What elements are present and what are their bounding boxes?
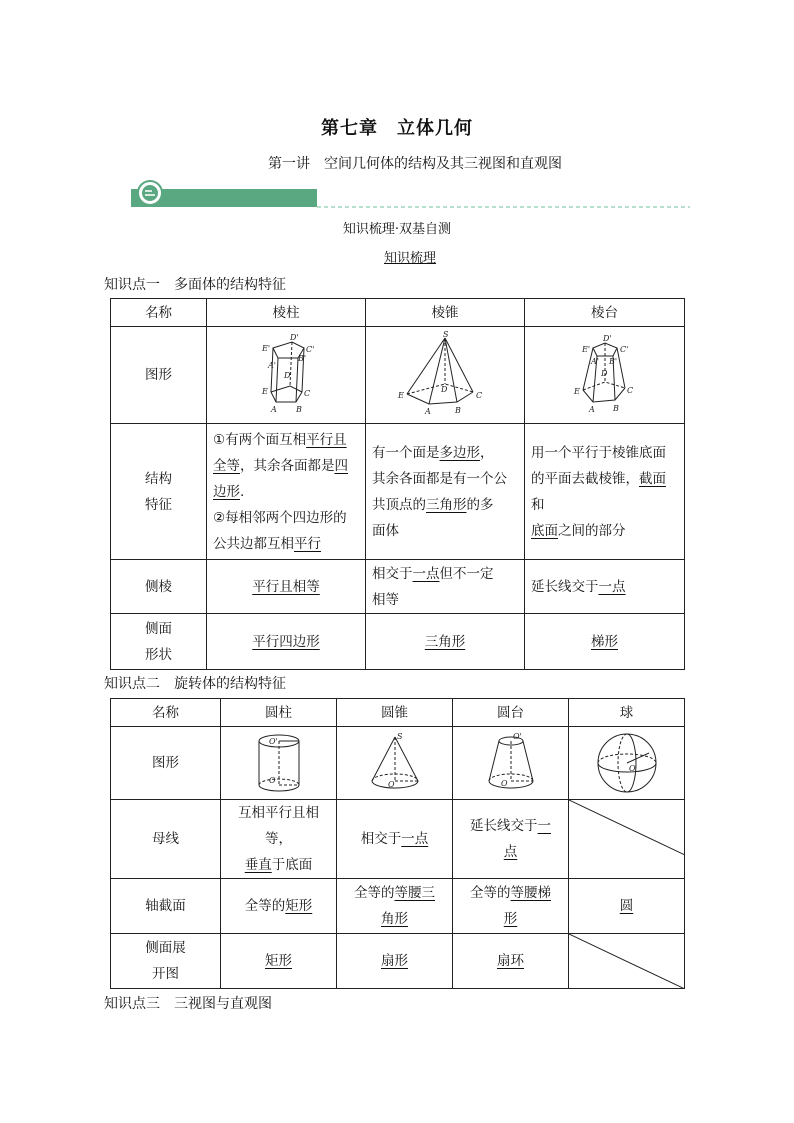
vertex-label: E xyxy=(398,391,404,400)
text: 相交于 xyxy=(372,565,413,582)
table-header-cell: 棱锥 xyxy=(366,299,525,327)
table-header-cell: 圆台 xyxy=(453,699,569,727)
cylinder-axial-cell xyxy=(221,879,337,934)
vertex-label: D' xyxy=(290,333,299,342)
text: ，其余各面都是 xyxy=(240,457,335,474)
table-row xyxy=(111,934,685,989)
row-label-line: 形状 xyxy=(145,646,172,663)
answer-blank: 点 xyxy=(503,844,518,860)
row-label-line: 特征 xyxy=(145,496,172,513)
table-row xyxy=(111,424,685,560)
vertex-label: O xyxy=(268,776,276,785)
answer-blank: 矩形 xyxy=(285,898,313,914)
vertex-label: D xyxy=(600,369,607,378)
table-row xyxy=(111,727,685,800)
answer-blank: 垂直 xyxy=(244,857,272,873)
text: 相等 xyxy=(372,591,399,608)
table-header-cell: 棱柱 xyxy=(207,299,366,327)
section-banner xyxy=(130,179,690,211)
table-header-row xyxy=(111,699,685,727)
vertex-label: C xyxy=(304,389,311,398)
vertex-label: S xyxy=(396,732,402,741)
text: 之间的部分 xyxy=(558,522,626,539)
pyramid-figure-cell xyxy=(366,327,525,424)
answer-blank: 矩形 xyxy=(265,953,292,969)
text: 全等的 xyxy=(470,885,511,901)
revolution-table xyxy=(110,698,685,989)
sphere-figure-cell xyxy=(569,727,685,800)
text: 有一个面是 xyxy=(372,444,440,461)
sphere-axial-cell xyxy=(569,879,685,934)
vertex-label: A xyxy=(588,405,595,414)
frustum-edge-cell xyxy=(525,560,685,614)
vertex-label: E xyxy=(573,387,580,396)
table-header-row xyxy=(111,299,685,327)
text: 和 xyxy=(531,496,545,513)
vertex-label: A' xyxy=(268,361,276,370)
cone-figure-cell xyxy=(337,727,453,800)
text: 的多 xyxy=(466,496,494,513)
row-label-figure: 图形 xyxy=(111,727,221,800)
text: 共顶点的 xyxy=(372,496,426,513)
vertex-label: B xyxy=(455,406,461,415)
prism-figure-cell xyxy=(207,327,366,424)
table-row xyxy=(111,879,685,934)
table-header-cell: 圆锥 xyxy=(337,699,453,727)
section-3-title: 知识点三 三视图与直观图 xyxy=(104,996,272,1012)
row-label-line: 侧面 xyxy=(145,620,172,637)
frustum-figure xyxy=(545,330,665,420)
answer-blank: 一点 xyxy=(412,565,440,582)
answer-blank: 平行 xyxy=(294,535,321,552)
text: 面体 xyxy=(372,522,399,539)
vertex-label: C xyxy=(626,386,633,395)
answer-blank: 底面 xyxy=(531,522,558,539)
cone-figure xyxy=(355,731,435,795)
answer-blank: 等腰三 xyxy=(394,885,435,901)
answer-blank: 圆 xyxy=(619,898,634,914)
answer-blank: 平行且 xyxy=(306,431,347,448)
row-label-figure: 图形 xyxy=(111,327,207,424)
answer-blank: 一点 xyxy=(598,578,626,595)
text: 互相平行且相等， xyxy=(238,805,319,847)
frustum-axial-cell xyxy=(453,879,569,934)
text: 全等的 xyxy=(244,898,286,914)
vertex-label: O xyxy=(387,780,395,789)
text: 的平面去截棱锥， xyxy=(531,470,639,487)
diagonal-line xyxy=(569,934,685,989)
vertex-label: S xyxy=(443,330,449,339)
table-header-cell: 圆柱 xyxy=(221,699,337,727)
vertex-label: A xyxy=(425,407,431,416)
cylinder-figure xyxy=(239,731,319,795)
vertex-label: B xyxy=(612,404,619,413)
answer-blank: 形 xyxy=(503,911,518,927)
answer-blank: 一 xyxy=(537,818,551,834)
frustum-generatrix-cell xyxy=(453,800,569,879)
vertex-label: B' xyxy=(608,357,617,366)
text: 全等的 xyxy=(354,885,395,901)
vertex-label: O xyxy=(500,779,508,788)
answer-blank: 三角形 xyxy=(426,496,467,513)
cylinder-generatrix-cell xyxy=(221,800,337,879)
answer-blank: 截面 xyxy=(639,470,666,487)
text: ， xyxy=(480,444,494,461)
text: ①有两个面互相 xyxy=(213,431,307,448)
row-label-line: 开图 xyxy=(152,966,179,982)
lecture-title: 第一讲 空间几何体的结构及其三视图和直观图 xyxy=(268,156,562,172)
answer-blank: 四 xyxy=(334,457,348,474)
text: 公共边都互相 xyxy=(213,535,294,552)
vertex-label: E' xyxy=(262,344,271,353)
answer-blank: 扇形 xyxy=(381,953,408,969)
table-header-cell: 球 xyxy=(569,699,685,727)
cone-frustum-figure-cell xyxy=(453,727,569,800)
vertex-label: O' xyxy=(268,737,278,746)
cylinder-figure-cell xyxy=(221,727,337,800)
frustum-structure-cell xyxy=(525,424,685,560)
vertex-label: E xyxy=(262,387,268,396)
answer-blank: 一点 xyxy=(401,831,429,847)
answer-blank: 全等 xyxy=(213,457,240,474)
answer-blank: 多边形 xyxy=(439,444,480,461)
empty-diagonal-cell xyxy=(569,934,685,989)
section-1-title: 知识点一 多面体的结构特征 xyxy=(104,277,286,293)
row-label-line: 侧面展 xyxy=(145,940,186,956)
text: 于底面 xyxy=(271,857,313,873)
vertex-label: D xyxy=(441,385,448,394)
banner-graphic xyxy=(130,179,690,211)
answer-blank: 三角形 xyxy=(424,633,466,650)
prism-structure-cell xyxy=(207,424,366,560)
text: 其余各面都是有一个公 xyxy=(372,470,507,487)
text: 延长线交于 xyxy=(470,818,538,834)
row-label-structure xyxy=(111,424,207,560)
polyhedron-table xyxy=(110,298,685,670)
row-label-unfolding xyxy=(111,934,221,989)
table-row xyxy=(111,560,685,614)
table-row xyxy=(111,800,685,879)
chapter-title: 第七章 立体几何 xyxy=(321,118,473,139)
vertex-label: O xyxy=(628,764,636,773)
sphere-figure xyxy=(587,731,667,795)
frustum-figure-cell xyxy=(525,327,685,424)
pyramid-structure-cell xyxy=(366,424,525,560)
row-label-axial-section: 轴截面 xyxy=(111,879,221,934)
table-header-cell: 棱台 xyxy=(525,299,685,327)
answer-blank: 等腰梯 xyxy=(510,885,551,901)
row-label-face xyxy=(111,614,207,670)
answer-blank: 梯形 xyxy=(591,633,618,650)
vertex-label: A' xyxy=(590,357,599,366)
text: 相交于 xyxy=(360,831,402,847)
answer-blank: 角形 xyxy=(381,911,408,927)
vertex-label: O' xyxy=(512,732,522,741)
text: ②每相邻两个四边形的 xyxy=(213,509,347,526)
diagonal-line xyxy=(569,800,685,855)
vertex-label: C' xyxy=(619,345,628,354)
table-row xyxy=(111,327,685,424)
text: 但不一定 xyxy=(439,565,494,582)
answer-blank: 平行四边形 xyxy=(252,633,320,650)
table-header-cell: 名称 xyxy=(111,299,207,327)
vertex-label: D xyxy=(284,371,291,380)
sub-heading: 知识梳理·双基自测 xyxy=(342,222,452,237)
answer-blank: 平行且相等 xyxy=(252,578,320,595)
pyramid-figure xyxy=(385,330,505,420)
row-label-edge: 侧棱 xyxy=(111,560,207,614)
vertex-label: D' xyxy=(602,334,612,343)
row-label-line: 结构 xyxy=(145,470,172,487)
cone-generatrix-cell xyxy=(337,800,453,879)
prism-figure xyxy=(226,330,346,420)
cone-axial-cell xyxy=(337,879,453,934)
text: 用一个平行于棱锥底面 xyxy=(531,444,666,461)
table-row xyxy=(111,614,685,670)
cone-frustum-figure xyxy=(471,731,551,795)
vertex-label: B xyxy=(296,405,302,414)
vertex-label: B' xyxy=(298,354,307,363)
vertex-label: A xyxy=(271,405,277,414)
vertex-label: C' xyxy=(306,345,315,354)
vertex-label: E' xyxy=(581,345,590,354)
vertex-label: C xyxy=(476,391,483,400)
section-2-title: 知识点二 旋转体的结构特征 xyxy=(104,676,286,692)
empty-diagonal-cell xyxy=(569,800,685,879)
text: 延长线交于 xyxy=(531,578,599,595)
sub-heading-underlined: 知识梳理 xyxy=(383,251,436,266)
answer-blank: 边形 xyxy=(213,483,240,500)
table-header-cell: 名称 xyxy=(111,699,221,727)
pyramid-edge-cell xyxy=(366,560,525,614)
row-label-generatrix: 母线 xyxy=(111,800,221,879)
answer-blank: 扇环 xyxy=(497,953,524,969)
text: . xyxy=(240,483,245,500)
